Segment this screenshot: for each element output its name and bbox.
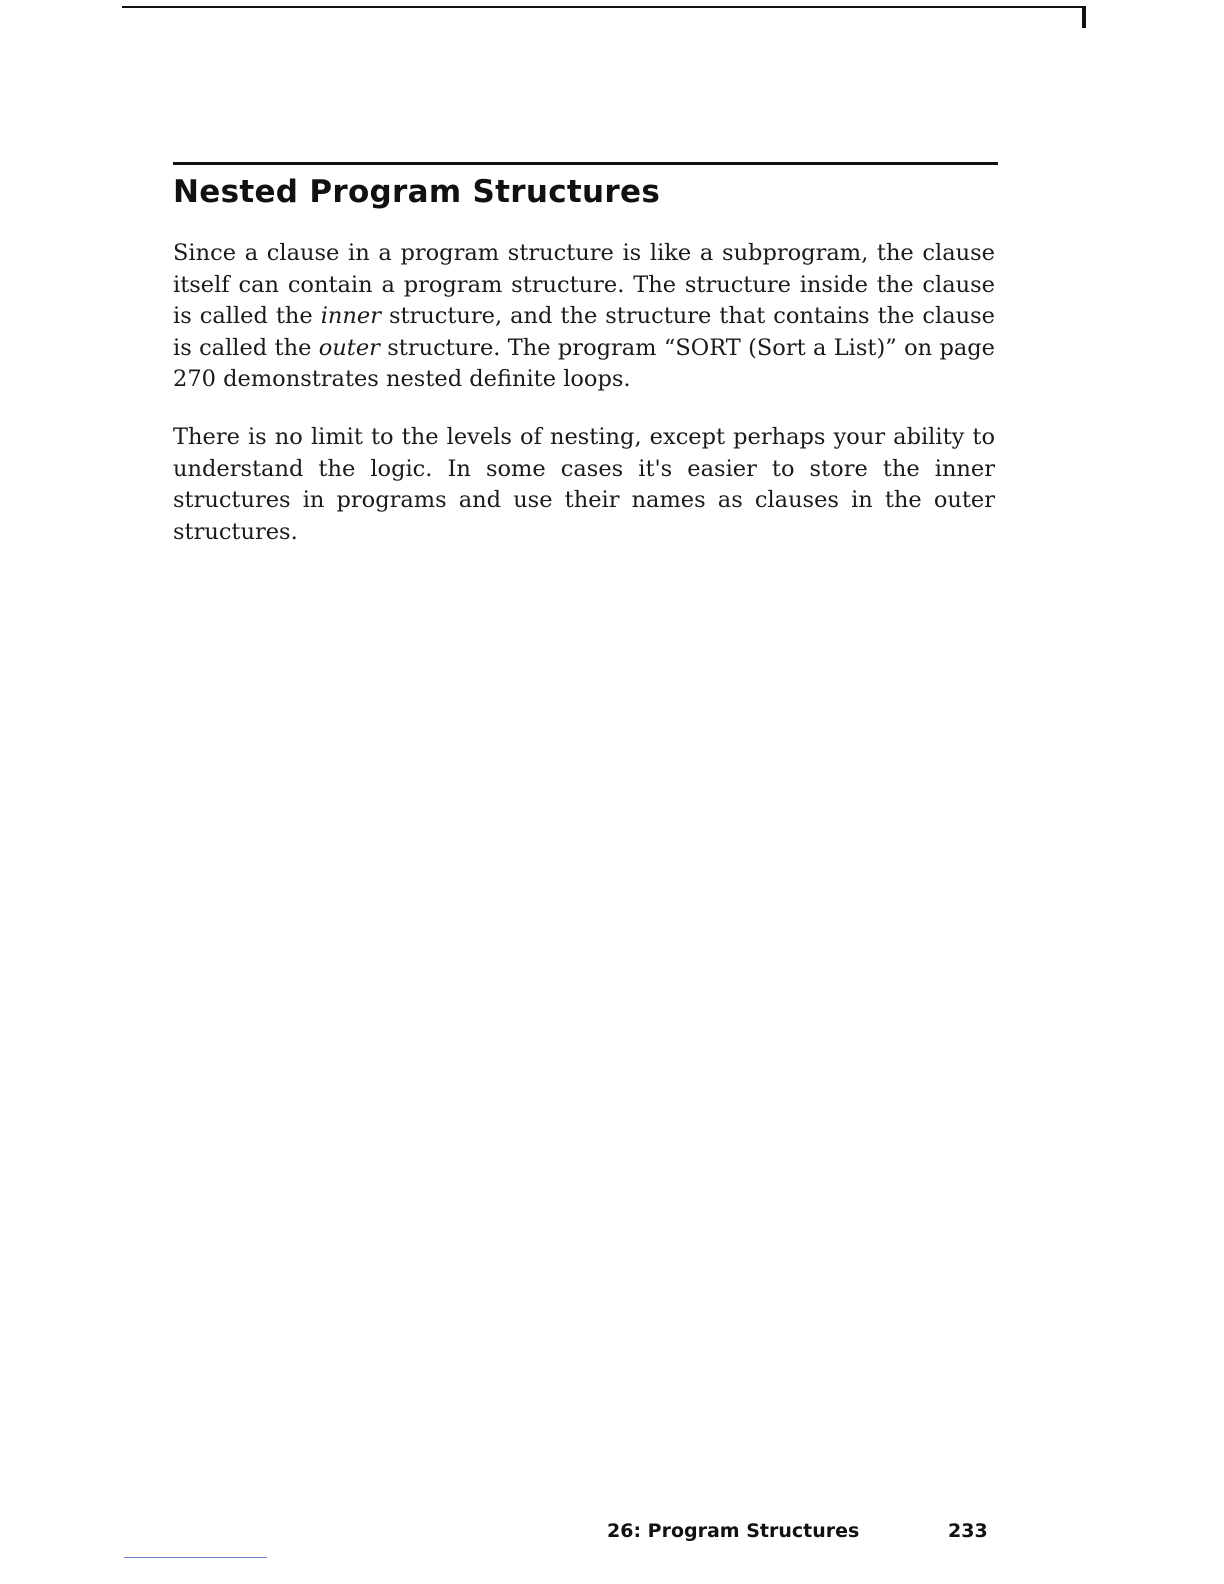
top-page-rule — [122, 6, 1086, 8]
inner-term: inner — [320, 303, 381, 329]
paragraph-1-text-b: structure, and the structure that contains the clause is called the — [173, 303, 995, 361]
footer-chapter: 26: Program Structures — [607, 1520, 860, 1542]
paragraph-2: There is no limit to the levels of nesting, except perhaps your ability to understand the logic. In some cases it's easier to store the inner structures in programs and use their names as clauses in the outer structures. — [173, 424, 995, 545]
paragraph-1-text-a: Since a clause in a program structure is like a subprogram, the clause itself can contain a program structure. The structure inside the clause is called the — [173, 240, 995, 329]
heading-rule — [173, 162, 998, 165]
paragraph-1 — [173, 238, 995, 396]
page-number: 233 — [948, 1520, 988, 1542]
paragraph-1-text-c: structure. The program “SORT (Sort a List)” on page 270 demonstrates nested definite loops. — [173, 334, 995, 392]
bottom-rule — [124, 1557, 267, 1558]
outer-term: outer — [318, 334, 380, 361]
section-title: Nested Program Structures — [173, 174, 661, 210]
corner-crop-mark — [1082, 6, 1086, 28]
